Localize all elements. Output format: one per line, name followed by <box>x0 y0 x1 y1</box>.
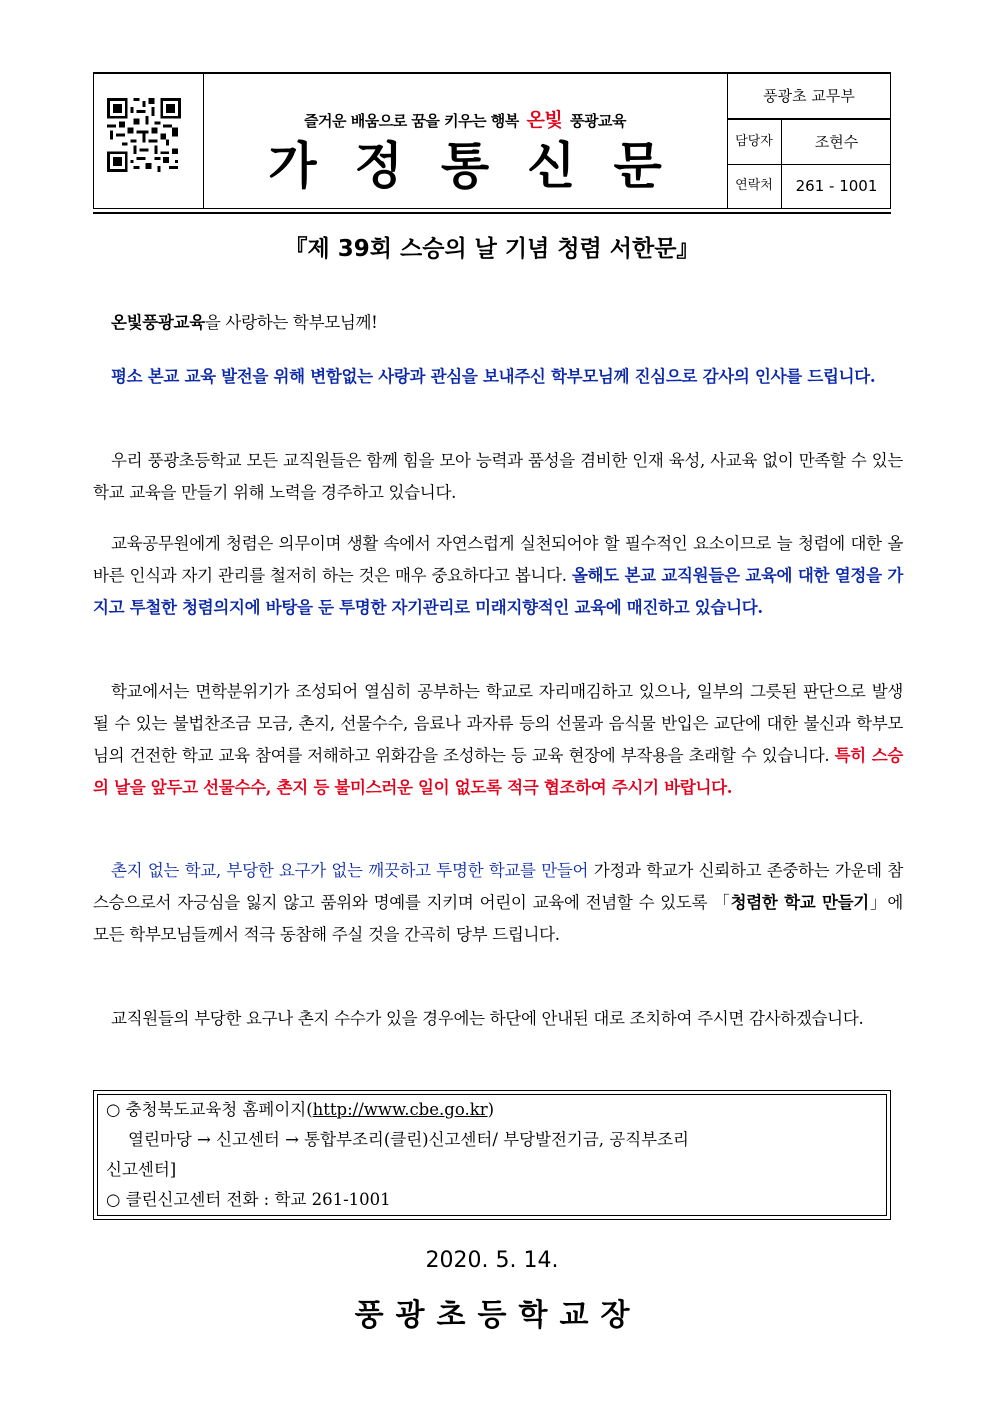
phone-line: ○ 클린신고센터 전화 : 학교 261-1001 <box>106 1190 391 1209</box>
report-path-line: 열린마당 → 신고센터 → 통합부조리(클린)신고센터/ 부당발전기금, 공직부조리 <box>128 1130 689 1149</box>
paragraph-4-emphasis: 특히 스승의 날을 앞두고 선물수수, 촌지 등 불미스러운 일이 없도록 적극 협조하여 주시기 바랍니다. <box>93 746 903 797</box>
paragraph-5: 촌지 없는 학교, 부당한 요구가 없는 깨끗하고 투명한 학교를 만들어 가정과 학교가 신뢰하고 존중하는 가운데 참 스승으로서 자긍심을 잃지 않고 품위와 명예를 지키며 어린이 교육에 전념할 수 있도록 「청렴한 학교 만들기」에 모든 학부모님들께서 적극 동참해 주실 것을 간곡히 당부 드립니다. <box>93 861 903 944</box>
contact-value: 261 - 1001 <box>795 177 878 195</box>
department: 풍광초 교무부 <box>727 74 891 120</box>
clean-school-phrase: 청렴한 학교 만들기 <box>730 893 869 912</box>
contact-row <box>727 164 891 208</box>
paragraph-6: 교직원들의 부당한 요구나 촌지 수수가 있을 경우에는 하단에 안내된 대로 조치하여 주시면 감사하겠습니다. <box>111 1009 864 1028</box>
paragraph-2: 우리 풍광초등학교 모든 교직원들은 함께 힘을 모아 능력과 품성을 겸비한 인재 육성, 사교육 없이 만족할 수 있는 학교 교육을 만들기 위해 노력을 경주하고 있습니다. <box>93 451 903 502</box>
signer: 풍광초등학교장 <box>354 1298 642 1333</box>
homepage-link[interactable]: http://www.cbe.go.kr <box>312 1100 488 1119</box>
brand-name: 온빛 <box>526 109 563 131</box>
header-slogan: 즐거운 배움으로 꿈을 키우는 행복 온빛 풍광교육 <box>304 109 626 131</box>
paragraph-3-emphasis: 올해도 본교 교직원들은 교육에 대한 열정을 가지고 투철한 청렴의지에 바탕을 둔 투명한 자기관리로 미래지향적인 교육에 매진하고 있습니다. <box>93 566 904 617</box>
paragraph-5-emphasis: 촌지 없는 학교, 부당한 요구가 없는 깨끗하고 투명한 학교를 만들어 <box>111 861 589 880</box>
letterhead <box>93 72 891 214</box>
qr-code-icon <box>107 98 181 172</box>
greeting-brand: 온빛풍광교육 <box>111 313 205 332</box>
homepage-line: ○ 충청북도교육청 홈페이지(http://www.cbe.go.kr) <box>106 1100 495 1119</box>
contact-label: 연락처 <box>727 164 782 208</box>
greeting: 온빛풍광교육을 사랑하는 학부모님께! <box>111 313 378 332</box>
manager-value: 조현수 <box>814 133 859 151</box>
document-title: 『제 39회 스승의 날 기념 청렴 서한문』 <box>284 236 700 262</box>
manager-row <box>727 120 891 165</box>
manager-label: 담당자 <box>727 120 782 164</box>
report-info-box <box>93 1090 891 1220</box>
contact-info-table <box>727 74 891 208</box>
masthead-title: 가정통신문 <box>268 137 700 195</box>
paragraph-3: 교육공무원에게 청렴은 의무이며 생활 속에서 자연스럽게 실천되어야 할 필수적인 요소이므로 늘 청렴에 대한 올바른 인식과 자기 관리를 철저히 하는 것은 매우 중요하다고 봅니다. 올해도 본교 교직원들은 교육에 대한 열정을 가지고 투철한 청렴의지에 바탕을 둔 투명한 자기관리로 미래지향적인 교육에 매진하고 있습니다. <box>93 534 904 617</box>
issue-date: 2020. 5. 14. <box>425 1248 559 1273</box>
paragraph-1: 평소 본교 교육 발전을 위해 변함없는 사랑과 관심을 보내주신 학부모님께 진심으로 감사의 인사를 드립니다. <box>111 367 876 386</box>
report-path-line-cont: 신고센터] <box>106 1160 177 1179</box>
paragraph-4: 학교에서는 면학분위기가 조성되어 열심히 공부하는 학교로 자리매김하고 있으나, 일부의 그릇된 판단으로 발생될 수 있는 불법찬조금 모금, 촌지, 선물수수, 음료나 과자류 등의 선물과 음식물 반입은 교단에 대한 불신과 학부모님의 건전한 학교 교육 참여를 저해하고 위화감을 조성하는 등 교육 현장에 부작용을 초래할 수 있습니다. 특히 스승의 날을 앞두고 선물수수, 촌지 등 불미스러운 일이 없도록 적극 협조하여 주시기 바랍니다. <box>93 682 903 797</box>
